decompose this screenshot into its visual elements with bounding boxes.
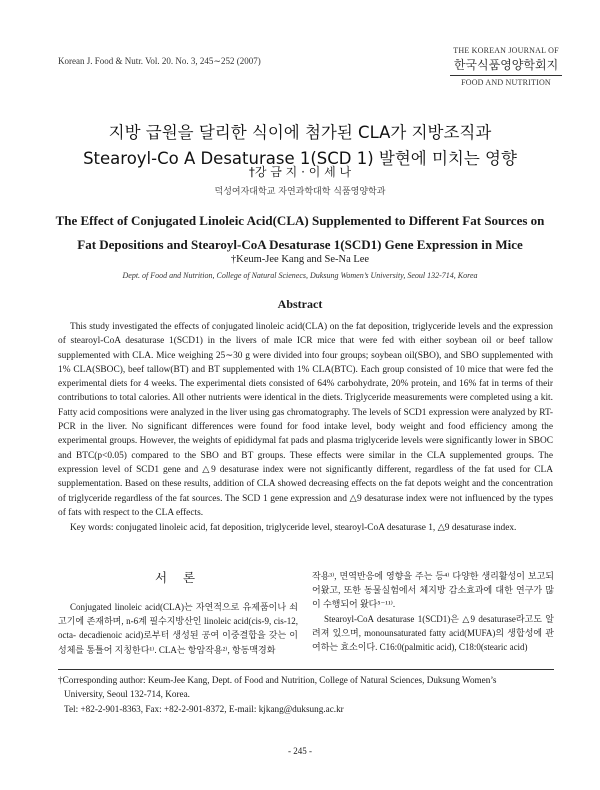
authors-english: †Keum-Jee Kang and Se-Na Lee [230,254,370,265]
title-korean-line1: 지방 급원을 달리한 식이에 첨가된 CLA가 지방조직과 [108,123,492,142]
abstract-heading: Abstract [277,297,323,311]
title-korean-line2: Stearoyl-Co A Desaturase 1(SCD 1) 발현에 미치는 영향 [83,149,517,168]
affiliation-english: Dept. of Food and Nutrition, College of Natural Scienecs, Duksung Women’s University, Seoul 132-714, Korea [122,271,478,280]
journal-name-en: THE KOREAN JOURNAL OF [453,46,559,55]
journal-citation: Korean J. Food & Nutr. Vol. 20. No. 3, 245∼252 (2007) [58,56,261,66]
journal-masthead [450,46,562,87]
intro-left-column: Conjugated linoleic acid(CLA)는 자연적으로 유제품이나 쇠고기에 존재하며, n-6계 필수지방산인 linoleic acid(cis-9, cis-12, octa- decadienoic acid)로부터 생성된 공여 이중결합을 갖는 이성체를 통틀어 지칭한다¹⁾. CLA는 항암작용²⁾, 항동맥경화 [58,602,298,655]
masthead-divider [450,75,562,76]
footnote-line-2: University, Seoul 132-714, Korea. [64,689,190,700]
affiliation-korean: 덕성여자대학교 자연과학대학 식품영양학과 [214,187,386,197]
intro-right-paragraph-2: Stearoyl-CoA desaturase 1(SCD1)은 △9 desaturase라고도 알려져 있으며, monounsaturated fatty acid(MUFA)의 생합성에 관여하는 효소이다. C16:0(palmitic acid), C18:0(stearic acid) [312,613,554,653]
title-english-line2: Fat Depositions and Stearoyl-CoA Desaturase 1(SCD1) Gene Expression in Mice [77,237,523,252]
footnote-divider [58,669,554,670]
journal-subname: FOOD AND NUTRITION [461,78,551,87]
journal-name-kr: 한국식품영양학회지 [453,58,559,72]
authors-korean: †강 금 지 · 이 세 나 [248,165,352,179]
footnote-line-1: †Corresponding author: Keum-Jee Kang, Dept. of Food and Nutrition, College of Natural Sciences, Duksung Women’s [58,675,497,685]
section-heading-introduction: 서 론 [154,570,202,585]
intro-right-paragraph-1: 작용³⁾, 면역반응에 영향을 주는 등⁴⁾ 다양한 생리활성이 보고되어왔고, 또한 동물실험에서 체지방 감소효과에 대한 연구가 많이 수행되어 왔다⁵⁻¹¹⁾. [312,571,554,610]
footnote-line-3: Tel: +82-2-901-8363, Fax: +82-2-901-8372, E-mail: kjkang@duksung.ac.kr [64,703,344,714]
title-english [30,209,570,257]
keywords: Key words: conjugated linoleic acid, fat deposition, triglyceride level, stearoyl-CoA desaturase 1, △9 desaturase index. [70,523,517,533]
intro-right-column [312,569,554,654]
corresponding-author-footnote [58,673,554,716]
abstract-body: This study investigated the effects of conjugated linoleic acid(CLA) on the fat deposition, triglyceride levels and the expression of stearoyl-CoA desaturase 1(SCD1) in the livers of male ICR mice that were fed with either soybean oil or beef tallow supplemented with CLA. Mice weighing 25∼30 g were divided into four groups; soybean oil(SBO), and SBO supplemented with 1% CLA(SBOC), beef tallow(BT) and BT supplemented with 1% CLA(BTC). Each group consisted of 10 mice that were fed the experimental diets for 4 weeks. The experimental diets consisted of 64% carbohydrate, 20% protein, and 16% fat in terms of their contributions to total calories. All other nutrients were identical in the diets. Triglyceride measurements were completed using a kit. Fatty acid compositions were analyzed in the liver using gas chromatography. The levels of SCD1 expression were analyzed by RT-PCR in the liver. No significant differences were found for food intake level, body weight and food efficiency among the experimental groups. However, the weights of epididymal fat pads and plasma triglyceride levels were significantly lower in SBOC and BTC(p<0.05) compared to the SBO and BT groups. These effects were similar in the CLA supplemented groups. The expression level of SCD1 gene and △9 desaturase index were not significantly different, regardless of the fat used for CLA supplementation. Based on these results, addition of CLA showed decreasing effects on the fat depots weight and the concentration of triglyceride regardless of the fat sources. The SCD 1 gene expression and △9 desaturase index were not influenced by the types of fats with respect to the CLA effects. [58,322,553,518]
title-english-line1: The Effect of Conjugated Linoleic Acid(CLA) Supplemented to Different Fat Sources on [55,213,545,228]
page-number: - 245 - [288,746,312,756]
